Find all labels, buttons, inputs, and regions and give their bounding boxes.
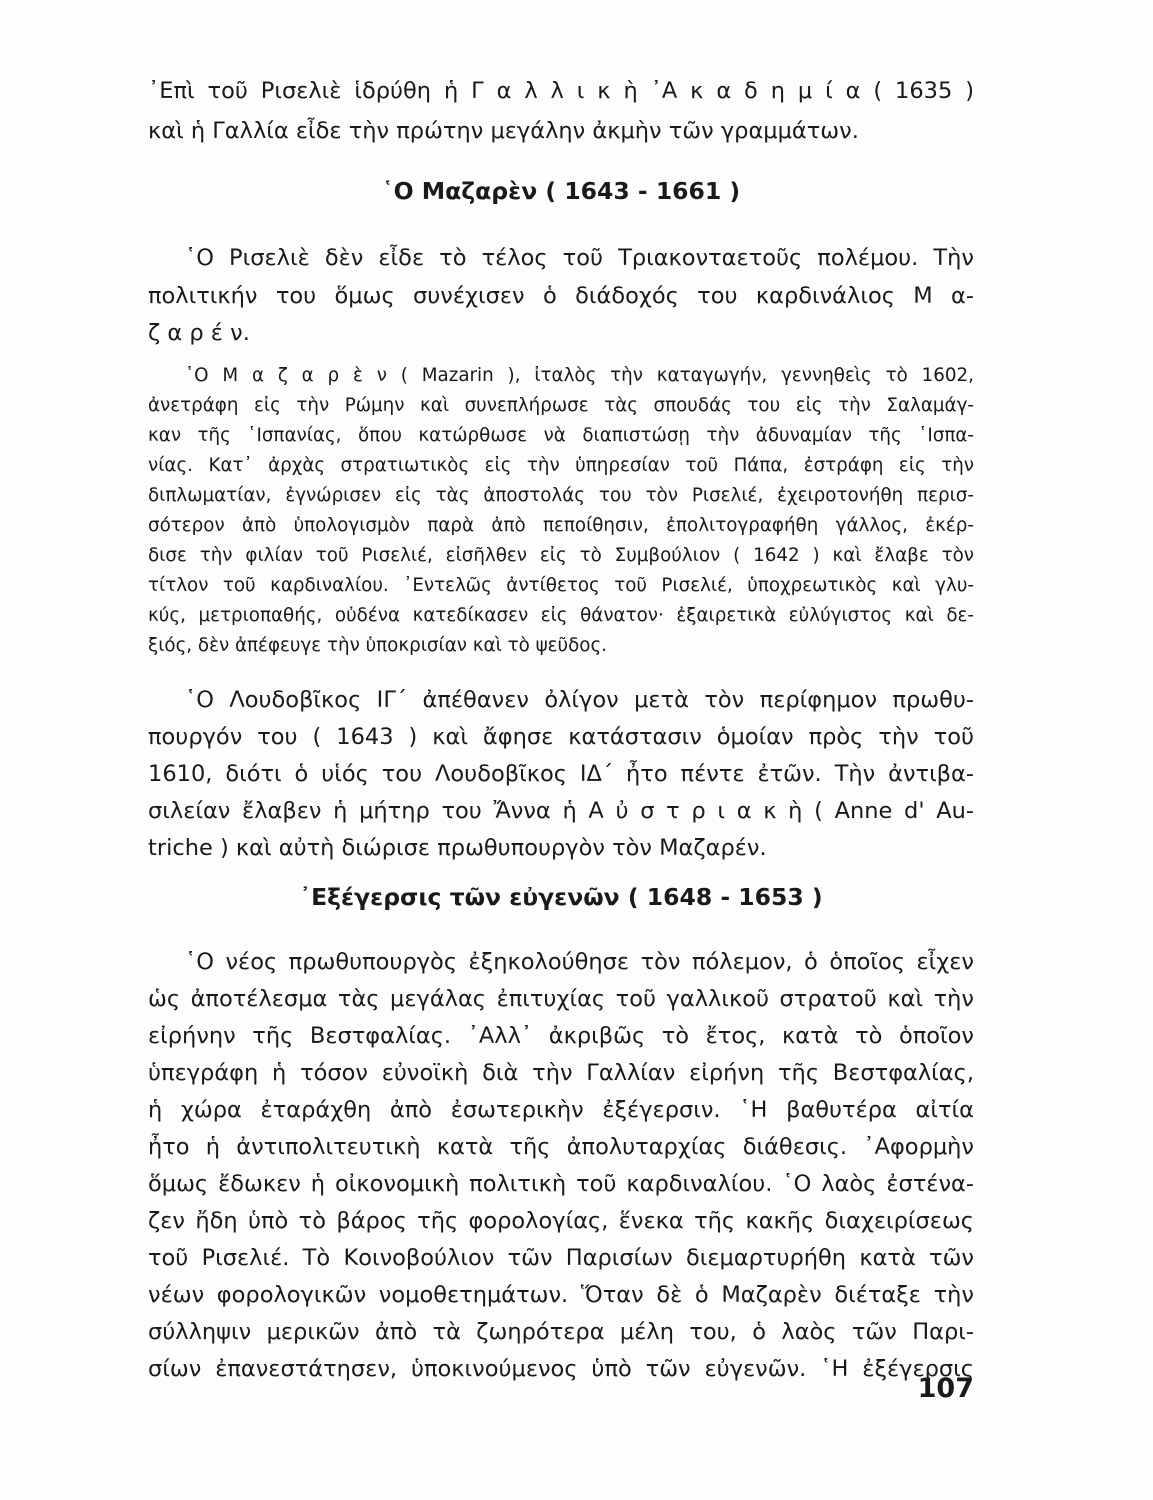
section-heading: ῾Ο Μαζαρὲν ( 1643 - 1661 )	[381, 177, 741, 205]
page-number: 107	[917, 1373, 974, 1404]
text-line: ῾Ο Λουδοβῖκος ΙΓ΄ ἀπέθανεν ὀλίγον μετὰ τὸν περίφημον πρωθυ-	[185, 687, 974, 713]
text-line: νέων φορολογικῶν νομοθετημάτων. Ὅταν δὲ ὁ Μαζαρὲν διέταξε τὴν	[148, 1282, 974, 1308]
section-heading: ᾿Εξέγερσις τῶν εὐγενῶν ( 1648 - 1653 )	[299, 883, 823, 911]
text-line: πουργόν του ( 1643 ) καὶ ἄφησε κατάστασιν ὁμοίαν πρὸς τὴν τοῦ	[148, 724, 974, 750]
text-line: triche ) καὶ αὐτὴ διώρισε πρωθυπουργὸν τὸν Μαζαρέν.	[148, 835, 767, 861]
small-text-line: καν τῆς ῾Ισπανίας, ὅπου κατώρθωσε νὰ διαπιστώσῃ τὴν ἀδυναμίαν τῆς ῾Ισπα-	[148, 425, 974, 446]
text-line: ῾Ο Ρισελιὲ δὲν εἶδε τὸ τέλος τοῦ Τριακονταετοῦς πολέμου. Τὴν	[185, 245, 974, 271]
text-line: ἦτο ἡ ἀντιπολιτευτικὴ κατὰ τῆς ἀπολυταρχίας διάθεσις. ᾿Αφορμὴν	[148, 1134, 974, 1160]
small-text-line: σότερον ἀπὸ ὑπολογισμὸν παρὰ ἀπὸ πεποίθησιν, ἐπολιτογραφήθη γάλλος, ἐκέρ-	[148, 515, 974, 536]
text-line: ἡ χώρα ἐταράχθη ἀπὸ ἐσωτερικὴν ἐξέγερσιν. ῾Η βαθυτέρα αἰτία	[148, 1097, 974, 1123]
text-line: ζεν ἤδη ὑπὸ τὸ βάρος τῆς φορολογίας, ἕνεκα τῆς κακῆς διαχειρίσεως	[148, 1208, 974, 1234]
text-line: ὡς ἀποτέλεσμα τὰς μεγάλας ἐπιτυχίας τοῦ γαλλικοῦ στρατοῦ καὶ τὴν	[148, 986, 974, 1012]
small-text-line: διπλωματίαν, ἐγνώρισεν εἰς τὰς ἀποστολάς του τὸν Ρισελιέ, ἐχειροτονήθη περισ-	[148, 485, 974, 506]
text-line: ζ α ρ έ ν.	[148, 320, 250, 346]
text-line: σιλείαν ἔλαβεν ἡ μήτηρ του Ἄννα ἡ Α ὐ σ τ ρ ι α κ ὴ ( Anne d' Au-	[148, 798, 974, 824]
text-line: 1610, διότι ὁ υἱός του Λουδοβῖκος ΙΔ΄ ἦτο πέντε ἐτῶν. Τὴν ἀντιβα-	[148, 761, 974, 787]
text-line: σίων ἐπανεστάτησεν, ὑποκινούμενος ὑπὸ τῶν εὐγενῶν. ῾Η ἐξέγερσις	[148, 1356, 974, 1382]
text-line: ὅμως ἔδωκεν ἡ οἰκονομικὴ πολιτικὴ τοῦ καρδιναλίου. ῾Ο λαὸς ἐστένα-	[148, 1171, 974, 1197]
small-text-line: δισε τὴν φιλίαν τοῦ Ρισελιέ, εἰσῆλθεν εἰς τὸ Συμβούλιον ( 1642 ) καὶ ἔλαβε τὸν	[148, 545, 974, 566]
text-line: πολιτικήν του ὅμως συνέχισεν ὁ διάδοχός του καρδινάλιος Μ α-	[148, 283, 974, 309]
small-text-line: τίτλον τοῦ καρδιναλίου. ᾿Εντελῶς ἀντίθετος τοῦ Ρισελιέ, ὑποχρεωτικὸς καὶ γλυ-	[148, 575, 974, 596]
text-line: ῾Ο νέος πρωθυπουργὸς ἐξηκολούθησε τὸν πόλεμον, ὁ ὁποῖος εἶχεν	[185, 949, 974, 975]
small-text-line: νίας. Κατ᾿ ἀρχὰς στρατιωτικὸς εἰς τὴν ὑπηρεσίαν τοῦ Πάπα, ἐστράφη εἰς τὴν	[148, 455, 974, 476]
small-text-line: ξιός, δὲν ἀπέφευγε τὴν ὑποκρισίαν καὶ τὸ ψεῦδος.	[148, 635, 608, 656]
small-text-line: ἀνετράφη εἰς τὴν Ρώμην καὶ συνεπλήρωσε τὰς σπουδάς του εἰς τὴν Σαλαμάγ-	[148, 395, 974, 416]
text-line: εἰρήνην τῆς Βεστφαλίας. ᾿Αλλ᾿ ἀκριβῶς τὸ ἔτος, κατὰ τὸ ὁποῖον	[148, 1023, 974, 1049]
small-text-line: κύς, μετριοπαθής, οὐδένα κατεδίκασεν εἰς θάνατον· ἐξαιρετικὰ εὐλύγιστος καὶ δε-	[148, 605, 974, 626]
text-line: σύλληψιν μερικῶν ἀπὸ τὰ ζωηρότερα μέλη του, ὁ λαὸς τῶν Παρι-	[148, 1319, 974, 1345]
text-line: τοῦ Ρισελιέ. Τὸ Κοινοβούλιον τῶν Παρισίων διεμαρτυρήθη κατὰ τῶν	[148, 1245, 974, 1271]
text-line: καὶ ἡ Γαλλία εἶδε τὴν πρώτην μεγάλην ἀκμὴν τῶν γραμμάτων.	[148, 118, 859, 144]
small-text-line: ῾Ο Μ α ζ α ρ ὲ ν ( Mazarin ), ἰταλὸς τὴν καταγωγήν, γεννηθεὶς τὸ 1602,	[185, 365, 974, 386]
text-line: ὑπεγράφη ἡ τόσον εὐνοϊκὴ διὰ τὴν Γαλλίαν εἰρήνη τῆς Βεστφαλίας,	[148, 1060, 974, 1086]
text-line: ᾿Επὶ τοῦ Ρισελιὲ ἱδρύθη ἡ Γ α λ λ ι κ ὴ ᾿Α κ α δ η μ ί α ( 1635 )	[148, 78, 974, 104]
